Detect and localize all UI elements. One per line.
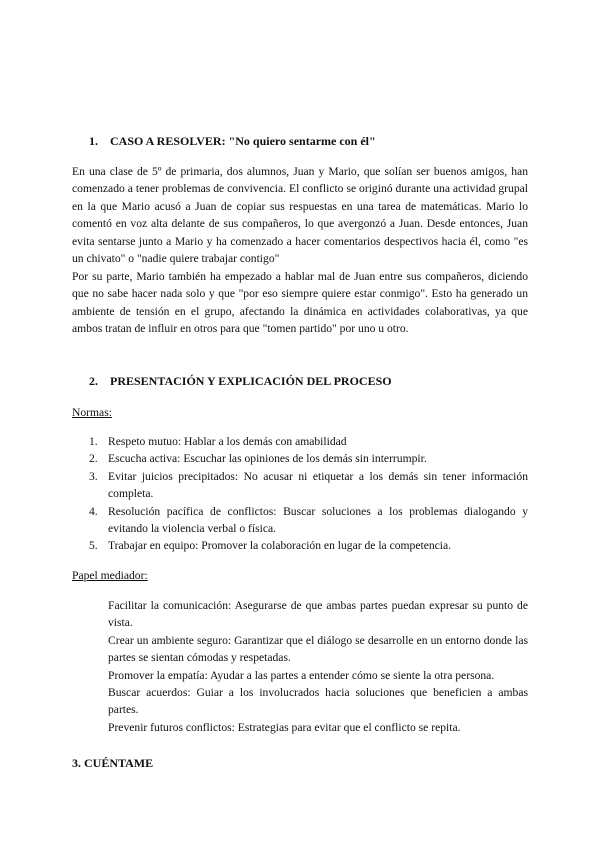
mediator-role: Facilitar la comunicación: Asegurarse de que ambas partes puedan expresar su punto de vista. [108, 599, 528, 630]
norm-number: 4. [89, 504, 98, 518]
norm-text: Respeto mutuo: Hablar a los demás con amabilidad [108, 435, 347, 448]
section-2-number: 2. [89, 374, 98, 388]
norm-item [72, 503, 528, 538]
mediator-label: Papel mediador: [72, 569, 148, 582]
section-1-title: CASO A RESOLVER: "No quiero sentarme con él" [110, 134, 376, 148]
section-1-heading [89, 133, 376, 150]
norm-text: Evitar juicios precipitados: No acusar ni etiquetar a los demás sin tener información completa. [108, 469, 528, 501]
norm-item [72, 468, 528, 503]
mediator-role: Crear un ambiente seguro: Garantizar que el diálogo se desarrolle en un entorno donde las partes se sientan cómodas y respetadas. [108, 633, 528, 665]
norm-item [72, 450, 528, 467]
norms-label-colon: : [108, 406, 112, 419]
norm-number: 5. [89, 539, 98, 553]
norm-item [72, 433, 528, 450]
section-2-title: PRESENTACIÓN Y EXPLICACIÓN DEL PROCESO [110, 374, 392, 388]
section-3-heading: 3. CUÉNTAME [72, 756, 154, 770]
case-paragraph-1: En una clase de 5º de primaria, dos alumnos, Juan y Mario, que solían ser buenos amigos, han comenzado a tener problemas de convivencia. El conflicto se originó durante una actividad grupal en la que Mario acusó a Juan de copiar sus respuestas en una tarea de matemáticas. Mario lo comentó en voz alta delante de sus compañeros, lo que avergonzó a Juan. Desde entonces, Juan evita sentarse junto a Mario y ha comenzado a hacer comentarios despectivos hacia él, como "es un chivato" o "nadie quiere trabajar contigo" [72, 165, 528, 266]
norm-item [72, 537, 528, 554]
section-2-heading [89, 373, 392, 390]
case-paragraph-2: Por su parte, Mario también ha empezado a hablar mal de Juan entre sus compañeros, diciendo que no sabe hacer nada solo y que "por eso siempre quiere estar conmigo". Esto ha generado un ambiente de tensión en el grupo, afectando la dinámica en actividades colaborativas, ya que ambos tratan de influir en otros para que "tomen partido" por uno u otro. [72, 270, 528, 336]
norms-label [72, 404, 112, 421]
norm-text: Escucha activa: Escuchar las opiniones de los demás sin interrumpir. [108, 452, 427, 466]
norms-list [72, 433, 528, 555]
mediator-role: Buscar acuerdos: Guiar a los involucrados hacia soluciones que beneficien a ambas partes. [108, 686, 528, 717]
mediator-roles-list [108, 597, 528, 736]
norm-text: Resolución pacífica de conflictos: Buscar soluciones a los problemas dialogando y evitando la violencia verbal o física. [108, 504, 528, 536]
norm-number: 1. [89, 435, 98, 448]
mediator-role: Prevenir futuros conflictos: Estrategias para evitar que el conflicto se repita. [108, 720, 461, 734]
norm-number: 2. [89, 452, 98, 466]
section-1-number: 1. [89, 134, 98, 148]
norms-label-text: Normas [72, 406, 109, 419]
mediator-role: Promover la empatía: Ayudar a las partes a entender cómo se siente la otra persona. [108, 668, 495, 682]
norm-text: Trabajar en equipo: Promover la colaboración en lugar de la competencia. [108, 539, 452, 553]
norm-number: 3. [89, 469, 98, 483]
